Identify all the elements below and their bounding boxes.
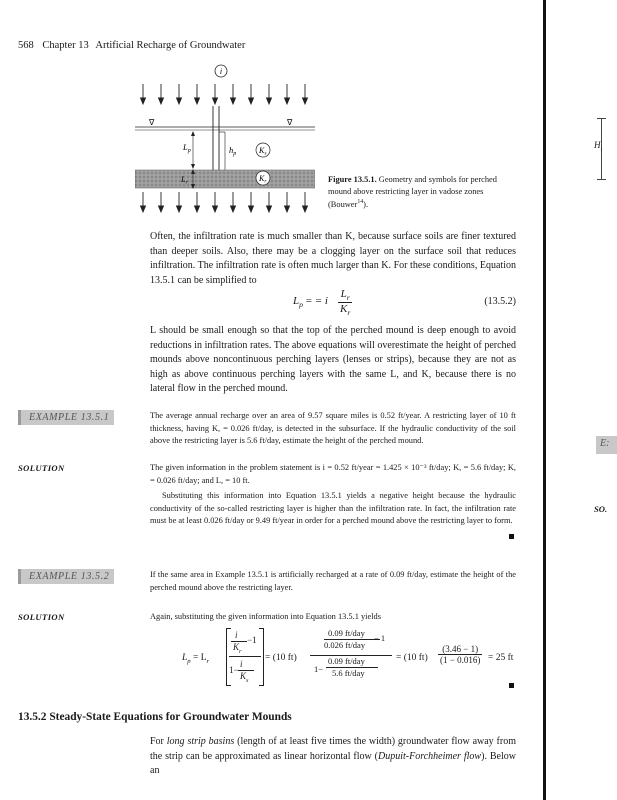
example-13-5-1-text: The average annual recharge over an area of 9.57 square miles is 0.52 ft/year. A restricting layer of 10 ft thickness, having K, = 0.026 ft/day, is detected in the subsurface. If the hydraulic conductivity of the soil above the restricting layer is 5.6 ft/day, estimate the height of the perched mound. bbox=[150, 411, 516, 445]
solution-2-text: Again, substituting the given information into Equation 13.5.1 yields bbox=[150, 612, 381, 621]
eq2-bracket-fraction: i $K_r$ −1 i 1− $K_s$ bbox=[226, 628, 264, 686]
example-13-5-2-text: If the same area in Example 13.5.1 is artificially recharged at a rate of 0.09 ft/day, estimate the height of the perched mound above the restricting layer. bbox=[150, 570, 516, 592]
figure-caption-label: Figure 13.5.1. bbox=[328, 175, 377, 184]
solution-1-text-b: Substituting this information into Equation 13.5.1 yields a negative height because the hydraulic conductivity of the so-called restricting layer is higher than the infiltration rate. In fact, the infiltration rate must be at least 0.026 ft/day or 9.49 ft/year in order for a perched mound above the restricting layer to form. bbox=[150, 491, 516, 525]
label-Lp: $L_p$ bbox=[183, 142, 191, 154]
paragraph-overestimate: L should be small enough so that the top of the perched mound is deep enough to avoid reductions in infiltration rates. The above equations will overestimate the height of perched mounds above noncontinuous perching layers (lenses or strips), because they are not as high as above continuous perching layers with the same L, and K, because there is no lateral flow in the perched mound. bbox=[150, 325, 516, 394]
solution-1-text-a: The given information in the problem statement is i = 0.52 ft/year = 1.425 × 10⁻³ ft/day; K, = 5.6 ft/day; K, = 0.026 ft/day; and L, = 10 ft. bbox=[150, 463, 516, 485]
end-of-solution-1-mark bbox=[509, 534, 514, 539]
equation-13-5-2 bbox=[150, 288, 516, 320]
eq1-lhs: $L_p$ = = i bbox=[293, 295, 328, 310]
infiltration-arrows-top bbox=[141, 84, 308, 104]
end-of-solution-2-mark bbox=[509, 683, 514, 688]
label-Lr: Lr bbox=[181, 175, 188, 186]
section-heading: 13.5.2 Steady-State Equations for Groundwater Mounds bbox=[18, 711, 292, 723]
eq2-lhs: $L_p = L_r$ bbox=[182, 653, 210, 665]
label-hp: $h_p$ bbox=[229, 145, 237, 157]
example-13-5-1-label: EXAMPLE 13.5.1 bbox=[18, 410, 114, 425]
section-paragraph: For long strip basins (length of at least five times the width) groundwater flow away from the strip can be approximated as linear horizontal flow (Dupuit-Forchheimer flow). Below an bbox=[150, 736, 516, 776]
eq2-numeric-fraction: 0.09 ft/day 0.026 ft/day − 1 0.09 ft/day 1− 5.6 ft/day bbox=[310, 628, 392, 686]
water-table-symbol-left: ∇ bbox=[149, 118, 155, 127]
facing-page-example-label: E: bbox=[600, 438, 610, 449]
solution-2-label: SOLUTION bbox=[18, 612, 65, 622]
facing-page-solution-label: SO. bbox=[594, 504, 608, 514]
label-Kr: Kr bbox=[259, 174, 267, 185]
page-header bbox=[18, 40, 245, 51]
eq1-fraction: $\frac{L_r}{K_r}$ bbox=[340, 288, 351, 318]
page-number: 568 bbox=[18, 40, 34, 51]
eq2-result: = 25 ft bbox=[488, 653, 514, 663]
figure-caption: Figure 13.5.1. Geometry and symbols for perched mound above restricting layer in vadose zones (Bouwer$^{14}$). bbox=[328, 175, 497, 209]
chapter-title: Artificial Recharge of Groundwater bbox=[95, 40, 246, 51]
equation-example-13-5-2: $L_p = L_r$ i $K_r$ −1 i 1− $K_s$ = (10 ft) 0.09 ft/day 0.026 ft/day − 1 0.09 ft/day 1− 5.6 ft/day = (10 ft) $\frac{(3.46 - 1)}{(1 - 0.016)}$ = 25 ft bbox=[170, 628, 520, 690]
chapter-label: Chapter 13 bbox=[42, 40, 89, 51]
infiltration-arrows-bottom bbox=[141, 192, 308, 212]
solution-1-label: SOLUTION bbox=[18, 463, 65, 473]
paragraph-intro: Often, the infiltration rate is much smaller than K, because surface soils are finer textured than deeper soils. Also, there may be a clogging layer on the surface soil that reduces infiltration. The infiltration rate is often much larger than K. For these conditions, Equation 13.5.1 can be simplified to bbox=[150, 231, 516, 286]
example-13-5-2-label: EXAMPLE 13.5.2 bbox=[18, 569, 114, 584]
facing-page bbox=[546, 0, 617, 800]
eq1-number: (13.5.2) bbox=[484, 296, 516, 307]
eq2-simplified-fraction: $\frac{(3.46 - 1)}{(1 - 0.016)}$ bbox=[440, 644, 481, 665]
water-table-symbol-right: ∇ bbox=[287, 118, 293, 127]
figure-perched-mound bbox=[135, 60, 315, 225]
restricting-layer bbox=[135, 170, 315, 188]
facing-page-H-label: $H_i$ bbox=[594, 140, 603, 153]
circle-label: i bbox=[219, 67, 223, 76]
label-Ks: Ks bbox=[259, 146, 267, 157]
